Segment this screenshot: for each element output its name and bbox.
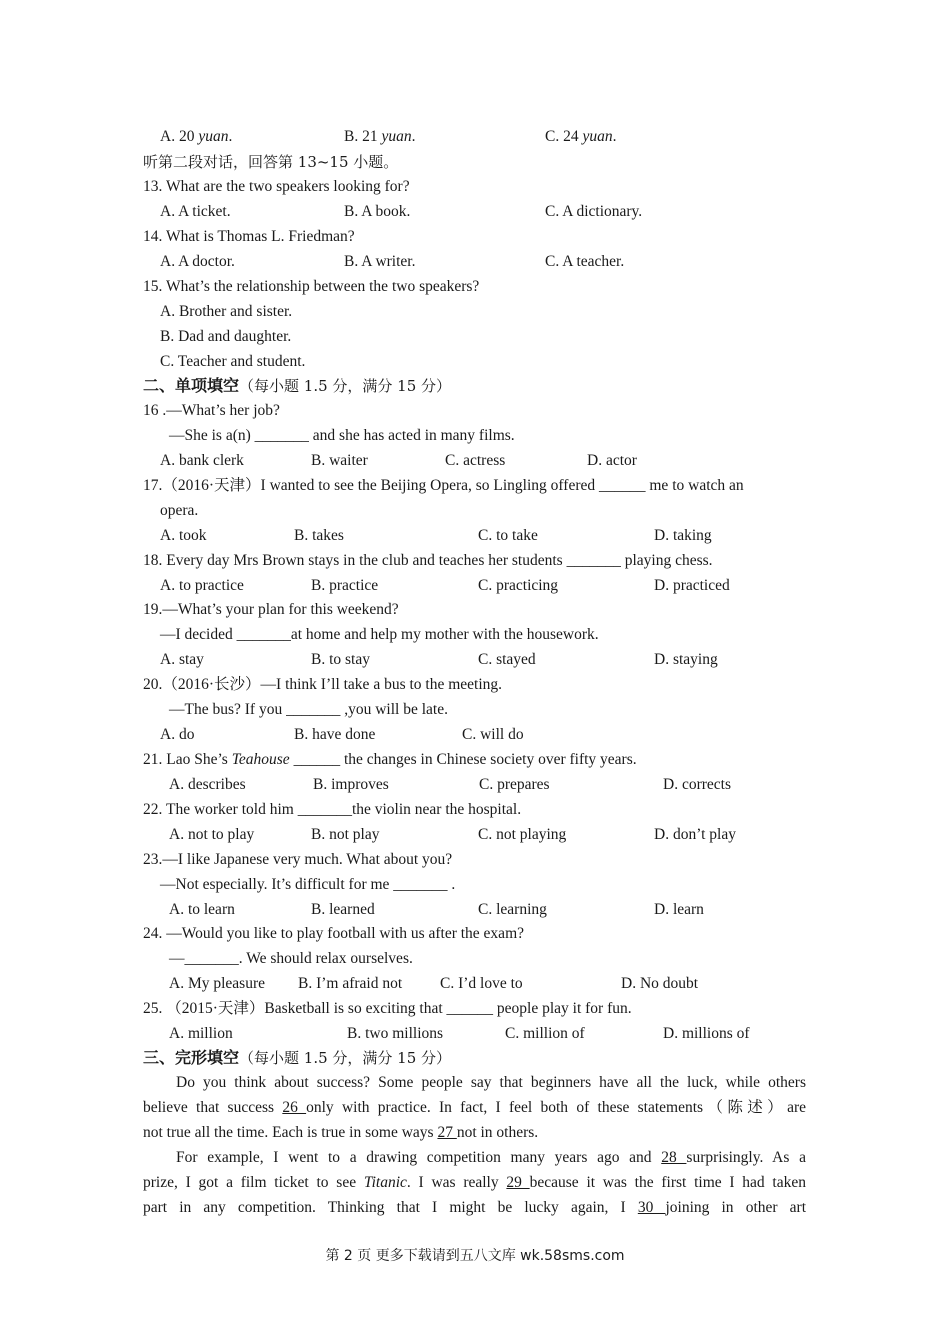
question-16-reply: —She is a(n) _______ and she has acted in many films.: [169, 427, 515, 444]
blank-26: 26: [282, 1099, 307, 1116]
q19-option-a: A. stay: [160, 651, 204, 668]
q16-option-b: B. waiter: [311, 452, 368, 469]
section-2-heading: 二、单项填空（每小题 1.5 分，满分 15 分）: [143, 376, 452, 395]
q23-option-d: D. learn: [654, 901, 704, 918]
question-24-stem: 24. —Would you like to play football with us after the exam?: [143, 925, 524, 942]
question-14-stem: 14. What is Thomas L. Friedman?: [143, 228, 355, 245]
q16-option-a: A. bank clerk: [160, 452, 244, 469]
q24-option-d: D. No doubt: [621, 975, 699, 992]
q12-option-a: A. 20 yuan.: [160, 128, 233, 145]
page-footer: 第 2 页 更多下载请到五八文库 wk.58sms.com: [325, 1248, 625, 1264]
q15-option-a: A. Brother and sister.: [160, 303, 293, 320]
question-22-stem: 22. The worker told him _______the violin near the hospital.: [143, 801, 522, 818]
q24-option-a: A. My pleasure: [169, 975, 265, 992]
passage-p1-line2: believe that success 26 only with practice. In fact, I feel both of these statements（陈述）are: [143, 1099, 807, 1116]
q12-option-b: B. 21 yuan.: [344, 128, 416, 145]
q13-option-b: B. A book.: [344, 203, 411, 220]
q19-option-d: D. staying: [654, 651, 718, 668]
passage-p1-line3: not true all the time. Each is true in some ways 27 not in others.: [143, 1124, 539, 1141]
question-18-stem: 18. Every day Mrs Brown stays in the club and teaches her students _______ playing chess.: [143, 552, 713, 569]
blank-27: 27: [437, 1124, 457, 1141]
q20-option-a: A. do: [160, 726, 195, 743]
q23-option-a: A. to learn: [169, 901, 235, 918]
q18-option-c: C. practicing: [478, 577, 559, 594]
passage-p2-line3: part in any competition. Thinking that I might be lucky again, I 30 joining in other art: [143, 1199, 807, 1216]
q22-option-b: B. not play: [311, 826, 380, 843]
q14-option-b: B. A writer.: [344, 253, 416, 270]
q25-option-d: D. millions of: [663, 1025, 750, 1042]
question-19-stem: 19.—What’s your plan for this weekend?: [143, 601, 399, 618]
blank-28: 28: [661, 1149, 687, 1166]
q24-option-b: B. I’m afraid not: [298, 975, 403, 992]
q25-option-c: C. million of: [505, 1025, 585, 1042]
q15-option-c: C. Teacher and student.: [160, 353, 306, 370]
question-25-stem: 25. （2015·天津）Basketball is so exciting that ______ people play it for fun.: [143, 1000, 632, 1017]
q18-option-b: B. practice: [311, 577, 379, 594]
q23-option-b: B. learned: [311, 901, 375, 918]
q22-option-c: C. not playing: [478, 826, 567, 843]
question-19-reply: —I decided _______at home and help my mother with the housework.: [160, 626, 599, 643]
listening-instruction: 听第二段对话，回答第 13~15 小题。: [143, 153, 399, 171]
question-17-stem-cont: opera.: [160, 502, 199, 519]
question-17-stem: 17.（2016·天津）I wanted to see the Beijing Opera, so Lingling offered ______ me to watch an: [143, 477, 744, 494]
q17-option-c: C. to take: [478, 527, 538, 544]
question-24-reply: —_______. We should relax ourselves.: [169, 950, 413, 967]
q13-option-c: C. A dictionary.: [545, 203, 643, 220]
q23-option-c: C. learning: [478, 901, 547, 918]
q16-option-c: C. actress: [445, 452, 506, 469]
q19-option-b: B. to stay: [311, 651, 370, 668]
q20-option-b: B. have done: [294, 726, 376, 743]
q21-option-a: A. describes: [169, 776, 246, 793]
q14-option-a: A. A doctor.: [160, 253, 235, 270]
question-16-stem: 16 .—What’s her job?: [143, 402, 280, 419]
q17-option-d: D. taking: [654, 527, 712, 544]
q25-option-a: A. million: [169, 1025, 233, 1042]
blank-29: 29: [506, 1174, 530, 1191]
question-20-reply: —The bus? If you _______ ,you will be late.: [169, 701, 448, 718]
passage-p2-line2: prize, I got a film ticket to see Titanic. I was really 29 because it was the first time I had taken: [143, 1174, 806, 1191]
q25-option-b: B. two millions: [347, 1025, 444, 1042]
q18-option-a: A. to practice: [160, 577, 244, 594]
q16-option-d: D. actor: [587, 452, 637, 469]
question-23-stem: 23.—I like Japanese very much. What about you?: [143, 851, 453, 868]
q20-option-c: C. will do: [462, 726, 524, 743]
passage-p2-line1: For example, I went to a drawing competition many years ago and 28 surprisingly. As a: [176, 1149, 806, 1166]
q19-option-c: C. stayed: [478, 651, 536, 668]
question-21-stem: 21. Lao She’s Teahouse ______ the changes in Chinese society over fifty years.: [143, 751, 637, 768]
q15-option-b: B. Dad and daughter.: [160, 328, 292, 345]
question-15-stem: 15. What’s the relationship between the two speakers?: [143, 278, 480, 295]
question-13-stem: 13. What are the two speakers looking for?: [143, 178, 410, 195]
q18-option-d: D. practiced: [654, 577, 730, 594]
q12-option-c: C. 24 yuan.: [545, 128, 617, 145]
blank-30: 30: [637, 1199, 666, 1216]
q24-option-c: C. I’d love to: [440, 975, 523, 992]
passage-p1-line1: Do you think about success? Some people say that beginners have all the luck, while others: [176, 1074, 806, 1091]
question-20-stem: 20.（2016·长沙）—I think I’ll take a bus to the meeting.: [143, 676, 503, 693]
q22-option-d: D. don’t play: [654, 826, 736, 843]
q21-option-b: B. improves: [313, 776, 389, 793]
q21-option-d: D. corrects: [663, 776, 731, 793]
q13-option-a: A. A ticket.: [160, 203, 231, 220]
q21-option-c: C. prepares: [479, 776, 550, 793]
q14-option-c: C. A teacher.: [545, 253, 625, 270]
section-3-heading: 三、完形填空（每小题 1.5 分，满分 15 分）: [143, 1048, 452, 1067]
q22-option-a: A. not to play: [169, 826, 255, 843]
q17-option-b: B. takes: [294, 527, 344, 544]
question-23-reply: —Not especially. It’s difficult for me _______ .: [160, 876, 456, 893]
q17-option-a: A. took: [160, 527, 207, 544]
